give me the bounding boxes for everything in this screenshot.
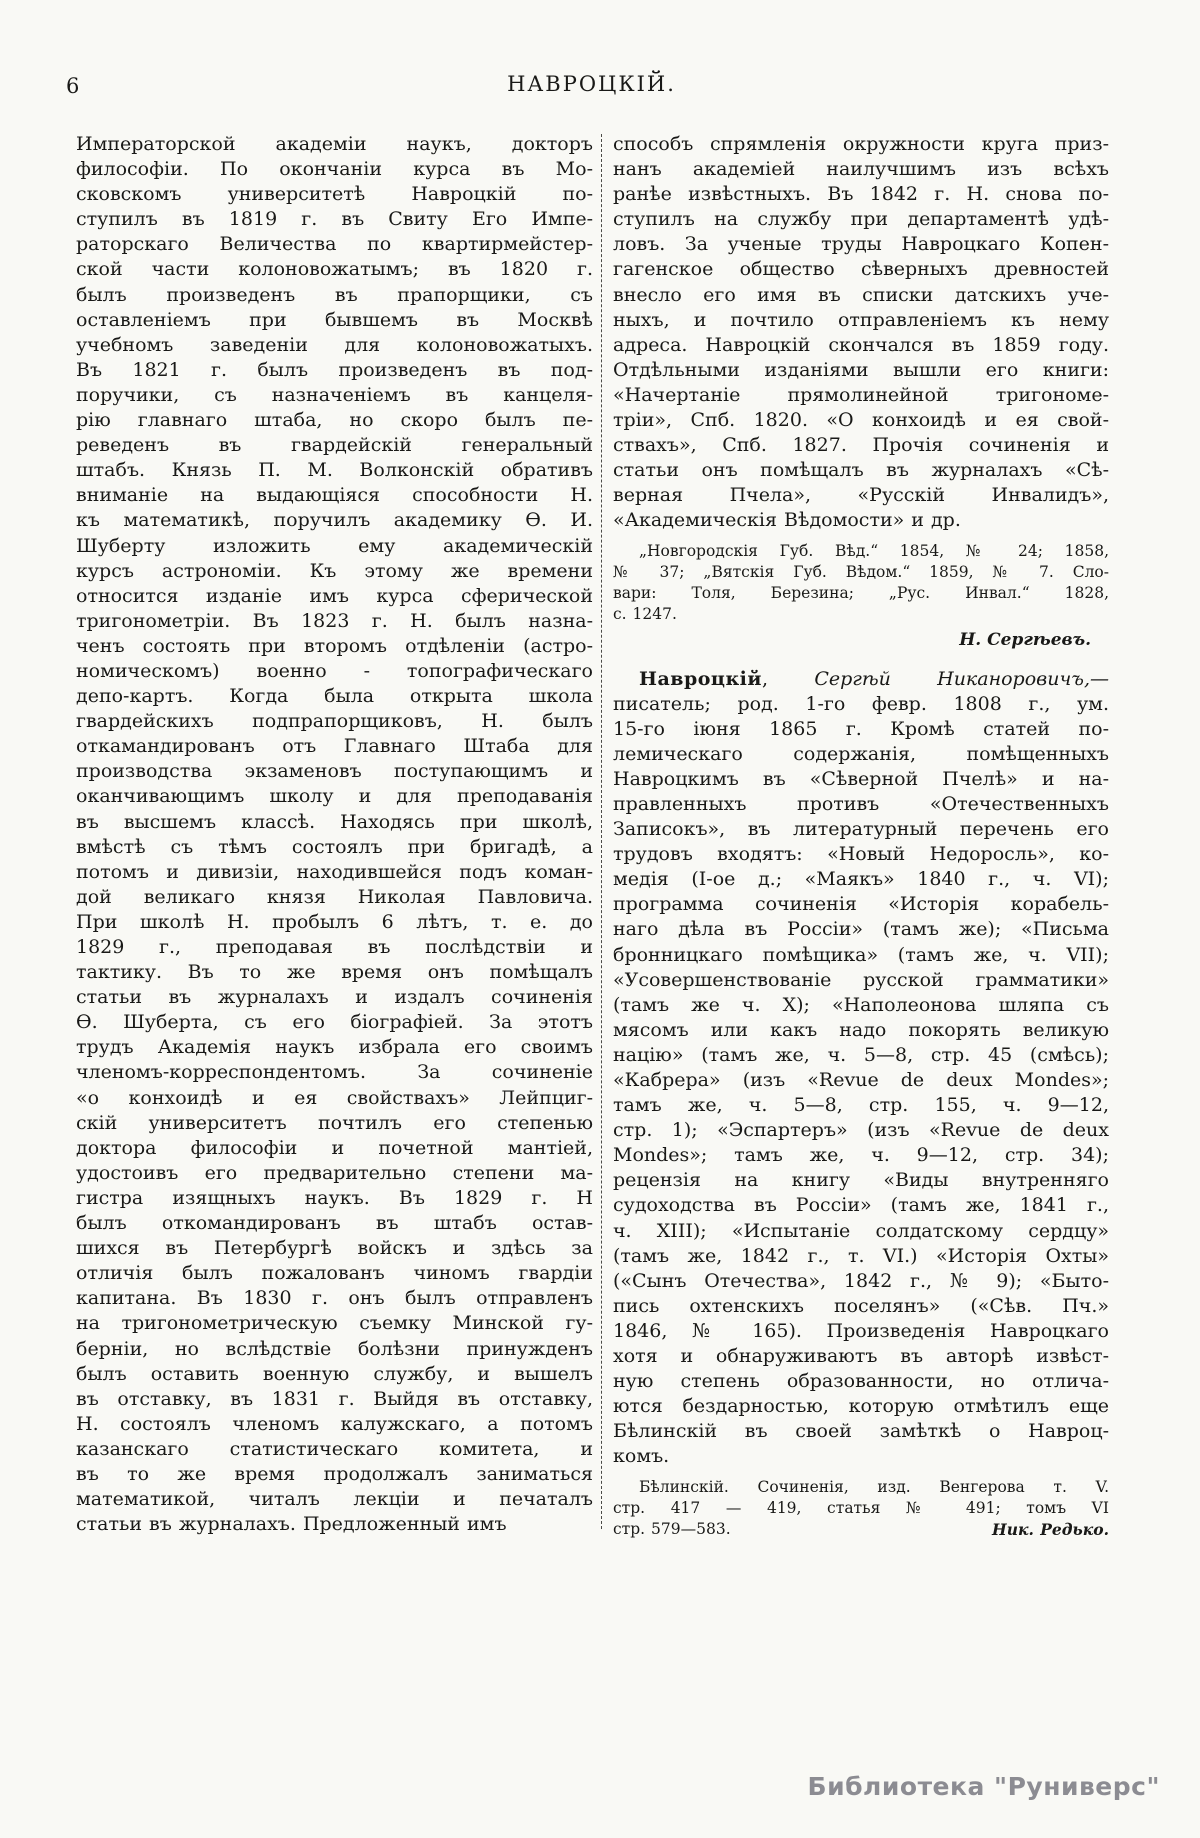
text-line: рецензія на книгу «Виды внутренняго bbox=[613, 1169, 1109, 1192]
text-line: ч. XIII); «Испытаніе солдатскому сердцу» bbox=[613, 1219, 1109, 1242]
page-header: НАВРОЦКІЙ. bbox=[507, 72, 676, 96]
text-block-article bbox=[613, 667, 1109, 1470]
text-line: № 37; „Вятскія Губ. Вѣдом.“ 1859, № 7. Сло- bbox=[613, 562, 1109, 581]
text-line: отличія былъ пожалованъ чиномъ гвардіи bbox=[76, 1262, 593, 1285]
text-line: хотя и обнаруживаютъ въ авторѣ извѣст- bbox=[613, 1345, 1109, 1368]
text-line: вмѣстѣ съ тѣмъ состоялъ при бригадѣ, а bbox=[76, 835, 593, 858]
text-line: вари: Толя, Березина; „Рус. Инвал.“ 1828, bbox=[613, 583, 1109, 602]
text-line: былъ произведенъ въ прапорщики, съ bbox=[76, 283, 593, 306]
text-line: оставленіемъ при бывшемъ въ Москвѣ bbox=[76, 308, 593, 331]
text-line: ступилъ на службу при департаментѣ удѣ- bbox=[613, 208, 1109, 231]
text-line: удостоивъ его предварительно степени ма- bbox=[76, 1161, 593, 1184]
text-segment: Навроцкій bbox=[639, 667, 762, 690]
text-block-small bbox=[613, 541, 1109, 625]
text-line: штабъ. Князь П. М. Волконскій обративъ bbox=[76, 459, 593, 482]
text-line: капитана. Въ 1830 г. онъ былъ отправленъ bbox=[76, 1287, 593, 1310]
text-line bbox=[613, 1519, 1109, 1540]
text-line: вниманіе на выдающіяся способности Н. bbox=[76, 484, 593, 507]
text-line: («Сынъ Отечества», 1842 г., № 9); «Быто- bbox=[613, 1269, 1109, 1292]
text-line: на тригонометрическую съемку Минской гу- bbox=[76, 1312, 593, 1335]
text-block-small bbox=[613, 1477, 1109, 1540]
text-line: медія (I-ое д.; «Маякъ» 1840 г., ч. VI); bbox=[613, 868, 1109, 891]
text-line: 1829 г., преподавая въ послѣдствіи и bbox=[76, 936, 593, 958]
text-line: «Усовершенствованіе русской грамматики» bbox=[613, 968, 1109, 991]
text-line: Mondes»; тамъ же, ч. 9—12, стр. 34); bbox=[613, 1144, 1109, 1167]
text-line: оканчивающимъ школу и для преподаванія bbox=[76, 785, 593, 808]
text-line: тамъ же, ч. 5—8, стр. 155, ч. 9—12, bbox=[613, 1094, 1109, 1117]
text-line: судоходства въ Россіи» (тамъ же, 1841 г., bbox=[613, 1194, 1109, 1217]
text-segment: стр. 579—583. bbox=[613, 1519, 731, 1538]
text-line: «Начертаніе прямолинейной тригономе- bbox=[613, 383, 1109, 406]
text-line: Въ 1821 г. былъ произведенъ въ под- bbox=[76, 358, 593, 381]
left-column bbox=[76, 132, 593, 1537]
text-line: ранѣе извѣстныхъ. Въ 1842 г. Н. снова по- bbox=[613, 183, 1109, 206]
text-line: откамандированъ отъ Главнаго Штаба для bbox=[76, 735, 593, 758]
text-line: доктора философіи и почетной мантіей, bbox=[76, 1136, 593, 1159]
text-line: номическомъ) военно - топографическаго bbox=[76, 659, 593, 682]
text-line: реведенъ въ гвардейскій генеральный bbox=[76, 434, 593, 457]
text-line: трудъ Академія наукъ избрала его своимъ bbox=[76, 1036, 593, 1059]
text-line: скій университетъ почтилъ его степенью bbox=[76, 1111, 593, 1134]
text-line: производства экзаменовъ поступающимъ и bbox=[76, 760, 593, 783]
text-line: относится изданіе имъ курса сферической bbox=[76, 584, 593, 607]
text-line: Отдѣльными изданіями вышли его книги: bbox=[613, 358, 1109, 381]
text-line: курсъ астрономіи. Къ этому же времени bbox=[76, 559, 593, 582]
text-line: ются бездарностью, которую отмѣтилъ еще bbox=[613, 1395, 1109, 1418]
text-line: 1846, № 165). Произведенія Навроцкаго bbox=[613, 1319, 1109, 1342]
text-line: правленныхъ противъ «Отечественныхъ bbox=[613, 792, 1109, 815]
text-line: гагенское общество сѣверныхъ древностей bbox=[613, 258, 1109, 281]
text-line: въ отставку, въ 1831 г. Выйдя въ отставку, bbox=[76, 1387, 593, 1410]
text-line: (тамъ же, 1842 г., т. VI.) «Исторія Охты» bbox=[613, 1244, 1109, 1267]
text-line: ступилъ въ 1819 г. въ Свиту Его Импе- bbox=[76, 208, 593, 231]
text-line: тактику. Въ то же время онъ помѣщалъ bbox=[76, 961, 593, 984]
text-line: «Академическія Вѣдомости» и др. bbox=[613, 509, 961, 532]
text-line: адреса. Навроцкій скончался въ 1859 году. bbox=[613, 333, 1109, 356]
text-line: программа сочиненія «Исторія корабель- bbox=[613, 893, 1109, 916]
text-line: учебномъ заведеніи для колоновожатыхъ. bbox=[76, 333, 593, 356]
text-block-body bbox=[613, 132, 1109, 534]
text-line: статьи въ журналахъ. Предложенный имъ bbox=[76, 1513, 507, 1536]
text-line: былъ оставить военную службу, и вышелъ bbox=[76, 1362, 593, 1385]
text-block-signature bbox=[613, 628, 1109, 652]
text-line: (тамъ же ч. X); «Наполеонова шляпа съ bbox=[613, 993, 1109, 1016]
text-line: Шуберту изложить ему академическій bbox=[76, 534, 593, 557]
text-line: 15-го іюня 1865 г. Кромѣ статей по- bbox=[613, 717, 1109, 740]
text-line: «Кабрера» (изъ «Revue de deux Mondes»; bbox=[613, 1069, 1109, 1091]
text-line: гистра изящныхъ наукъ. Въ 1829 г. Н bbox=[76, 1186, 593, 1209]
text-line: тригонометріи. Въ 1823 г. Н. былъ назна- bbox=[76, 609, 593, 632]
text-line: ской части колоновожатымъ; въ 1820 г. bbox=[76, 258, 593, 281]
watermark: Библиотека "Руниверс" bbox=[807, 1772, 1160, 1801]
text-line: ловъ. За ученые труды Навроцкаго Копен- bbox=[613, 233, 1109, 256]
text-line: внесло его имя въ списки датскихъ уче- bbox=[613, 283, 1109, 306]
text-line: с. 1247. bbox=[613, 604, 677, 623]
text-line: Бѣлинскій въ своей замѣткѣ о Навроц- bbox=[613, 1420, 1109, 1443]
text-line: рію главнаго штаба, но скоро былъ пе- bbox=[76, 409, 593, 432]
text-line: стр. 417 — 419, статья № 491; томъ VI bbox=[613, 1498, 1109, 1517]
text-line: математикой, читалъ лекціи и печаталъ bbox=[76, 1488, 593, 1511]
text-line: въ то же время продолжалъ заниматься bbox=[76, 1462, 593, 1485]
signature: Ник. Редько. bbox=[992, 1519, 1109, 1539]
text-line: стр. 1); «Эспартеръ» (изъ «Revue de deux bbox=[613, 1119, 1109, 1142]
text-line: «о конхоидѣ и ея свойствахъ» Лейпциг- bbox=[76, 1086, 593, 1109]
text-line: сковскомъ университетѣ Навроцкій по- bbox=[76, 183, 593, 206]
text-line: потомъ и дивизіи, находившейся подъ коман- bbox=[76, 860, 593, 883]
text-line bbox=[613, 667, 1109, 692]
text-line: ченъ состоять при второмъ отдѣленіи (астро- bbox=[76, 634, 593, 657]
text-line: раторскаго Величества по квартирмейстер- bbox=[76, 233, 593, 256]
text-line: въ высшемъ классѣ. Находясь при школѣ, bbox=[76, 810, 593, 833]
text-line: мясомъ или какъ надо покорять великую bbox=[613, 1018, 1109, 1041]
text-line: нанъ академіей наилучшимъ изъ всѣхъ bbox=[613, 158, 1109, 181]
text-line: тріи», Спб. 1820. «О конхоидѣ и ея свой- bbox=[613, 409, 1109, 432]
text-line: былъ откомандированъ въ штабъ остав- bbox=[76, 1212, 593, 1235]
text-line: членомъ-корреспондентомъ. За сочиненіе bbox=[76, 1061, 593, 1084]
text-line: трудовъ входятъ: «Новый Недоросль», ко- bbox=[613, 843, 1109, 866]
text-line: дой великаго князя Николая Павловича. bbox=[76, 885, 593, 908]
text-line: верная Пчела», «Русскій Инвалидъ», bbox=[613, 484, 1109, 507]
text-line: статьи онъ помѣщалъ въ журналахъ «Сѣ- bbox=[613, 459, 1109, 482]
page-number: 6 bbox=[66, 74, 80, 98]
text-line: бронницкаго помѣщика» (тамъ же, ч. VII); bbox=[613, 943, 1109, 966]
text-line: Императорской академіи наукъ, докторъ bbox=[76, 133, 593, 155]
text-line: способъ спрямленія окружности круга приз- bbox=[613, 133, 1109, 155]
right-column bbox=[613, 132, 1109, 1540]
text-line: Ѳ. Шуберта, съ его біографіей. За этотъ bbox=[76, 1011, 593, 1034]
text-segment: , bbox=[762, 667, 815, 690]
text-line: депо-картъ. Когда была открыта школа bbox=[76, 685, 593, 708]
text-line: лемическаго содержанія, помѣщенныхъ bbox=[613, 742, 1109, 765]
text-line: Навроцкимъ въ «Сѣверной Пчелѣ» и на- bbox=[613, 767, 1109, 790]
text-line: наго дѣла въ Россіи» (тамъ же); «Письма bbox=[613, 918, 1109, 941]
text-line: гвардейскихъ подпрапорщиковъ, Н. былъ bbox=[76, 710, 593, 733]
text-line: „Новгородскія Губ. Вѣд.“ 1854, № 24; 1858, bbox=[639, 541, 1109, 560]
text-line: націю» (тамъ же, ч. 5—8, стр. 45 (смѣсь); bbox=[613, 1043, 1109, 1066]
text-line: поручики, съ назначеніемъ въ канцеля- bbox=[76, 383, 593, 406]
text-line: статьи въ журналахъ и издалъ сочиненія bbox=[76, 986, 593, 1009]
text-line: ныхъ, и почтило отправленіемъ къ нему bbox=[613, 308, 1109, 331]
text-line: писатель; род. 1-го февр. 1808 г., ум. bbox=[613, 692, 1109, 715]
text-line: ную степень образованности, но отлича- bbox=[613, 1370, 1109, 1393]
text-line: пись охтенскихъ поселянъ» («Сѣв. Пч.» bbox=[613, 1294, 1109, 1317]
text-line: комъ. bbox=[613, 1445, 670, 1468]
text-line: къ математикѣ, поручилъ академику Ѳ. И. bbox=[76, 509, 593, 532]
text-line: казанскаго статистическаго комитета, и bbox=[76, 1437, 593, 1460]
text-line: берніи, но вслѣдствіе болѣзни принужденъ bbox=[76, 1337, 593, 1360]
text-line: Записокъ», въ литературный перечень его bbox=[613, 818, 1109, 841]
text-line: ствахъ», Спб. 1827. Прочія сочиненія и bbox=[613, 434, 1109, 457]
text-line: Бѣлинскій. Сочиненія, изд. Венгерова т. V. bbox=[639, 1477, 1109, 1496]
text-line: философіи. По окончаніи курса въ Мо- bbox=[76, 158, 593, 181]
text-line: Н. состоялъ членомъ калужскаго, а потомъ bbox=[76, 1412, 593, 1435]
text-segment: Сергѣй Никаноровичъ,— bbox=[814, 667, 1109, 690]
column-divider bbox=[601, 134, 602, 1529]
signature: Н. Сергѣевъ. bbox=[959, 629, 1091, 650]
text-line: шихся въ Петербургѣ войскъ и здѣсь за bbox=[76, 1237, 593, 1260]
text-line: При школѣ Н. пробылъ 6 лѣтъ, т. е. до bbox=[76, 910, 593, 933]
